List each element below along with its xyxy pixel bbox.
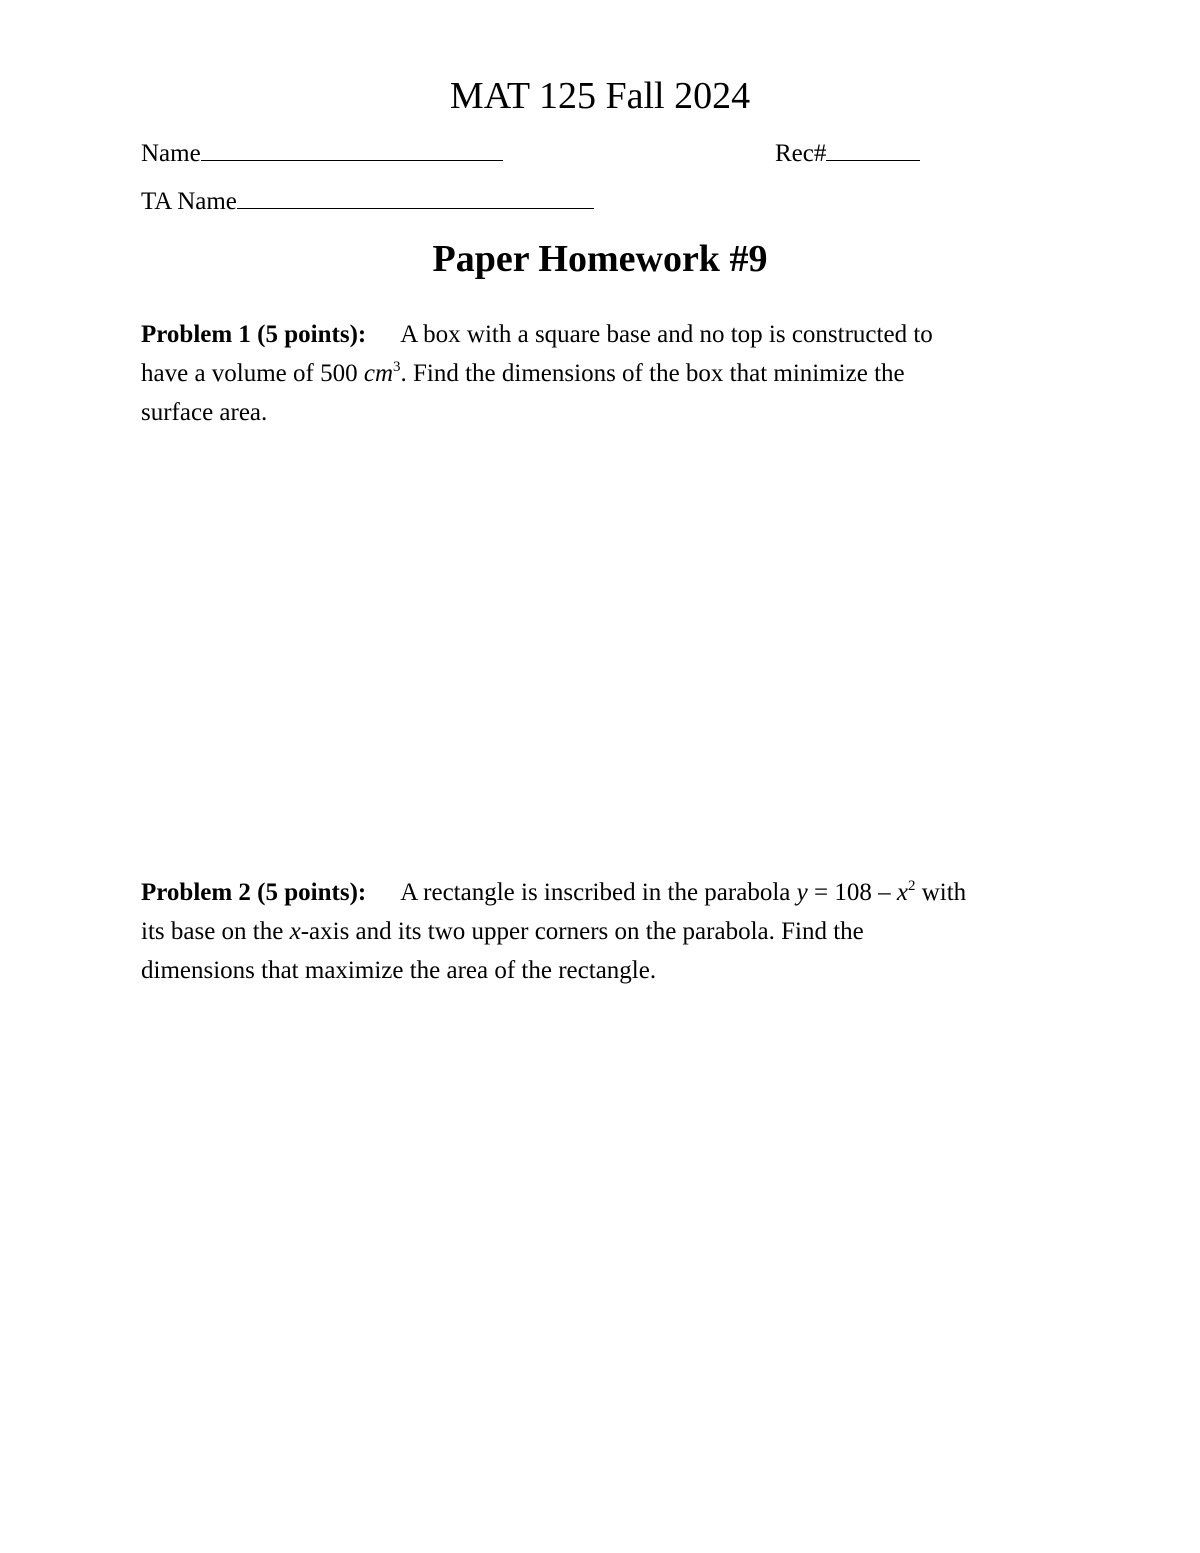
problem-2-text-2b: -axis and its two upper corners on the parabola. Find the	[300, 918, 864, 945]
problem-1	[141, 315, 1081, 432]
course-title: MAT 125 Fall 2024	[449, 75, 751, 117]
problem-2-text-2a: its base on the	[141, 918, 290, 945]
document-title: Paper Homework #9	[432, 238, 768, 280]
problem-2-label: Problem 2 (5 points):	[141, 879, 367, 906]
problem-2-line-3: dimensions that maximize the area of the rectangle.	[141, 957, 657, 984]
ta-name-label: TA Name	[141, 188, 237, 215]
problem-2	[141, 873, 1081, 990]
problem-2-text-1b: with	[915, 879, 967, 906]
name-blank[interactable]	[201, 138, 503, 161]
parabola-equation: $y = 108 - x^2$	[796, 878, 916, 906]
rec-label: Rec#	[775, 140, 827, 167]
problem-1-line-1	[141, 315, 1081, 354]
rec-blank[interactable]	[826, 138, 920, 161]
ta-name-blank[interactable]	[237, 186, 594, 209]
problem-2-line-2	[141, 912, 1081, 951]
problem-1-line-3: surface area.	[141, 399, 268, 426]
name-label: Name	[141, 140, 201, 167]
problem-1-text-2b: . Find the dimensions of the box that minimize the	[400, 360, 905, 387]
ta-name-field[interactable]	[141, 186, 594, 217]
volume-unit: $cm^3$	[363, 359, 401, 387]
problem-1-line-2	[141, 354, 1081, 393]
problem-2-text-1a: A rectangle is inscribed in the parabola	[400, 879, 797, 906]
problem-1-text-2a: have a volume of 500	[141, 360, 364, 387]
problem-2-line-1	[141, 873, 1081, 912]
problem-1-text-1: A box with a square base and no top is constructed to	[400, 321, 933, 348]
name-field[interactable]	[141, 138, 503, 169]
rec-field[interactable]	[775, 138, 920, 169]
axis-variable: x	[289, 918, 301, 945]
problem-1-label: Problem 1 (5 points):	[141, 321, 367, 348]
